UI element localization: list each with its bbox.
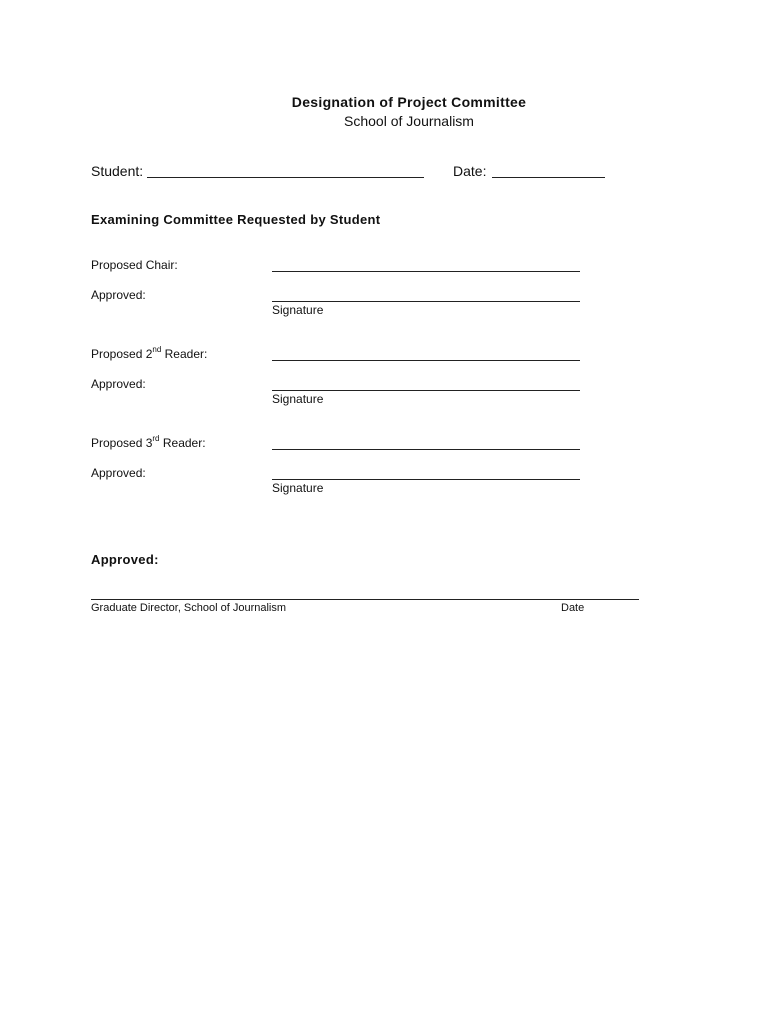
second-reader-signature-field[interactable] <box>272 390 580 391</box>
date-field[interactable] <box>492 177 605 178</box>
second-reader-signature-label: Signature <box>272 392 324 406</box>
section-heading: Examining Committee Requested by Student <box>91 212 381 227</box>
third-reader-approved-label: Approved: <box>91 466 146 480</box>
final-date-label: Date <box>561 602 585 614</box>
third-reader-signature-label: Signature <box>272 481 324 495</box>
chair-approved-label: Approved: <box>91 288 146 302</box>
proposed-chair-field[interactable] <box>272 271 580 272</box>
graduate-director-signature-field[interactable] <box>91 599 639 600</box>
student-field[interactable] <box>147 177 424 178</box>
second-reader-approved-label: Approved: <box>91 377 146 391</box>
graduate-director-label: Graduate Director, School of Journalism <box>91 602 287 614</box>
chair-signature-field[interactable] <box>272 301 580 302</box>
document-title: Designation of Project Committee <box>291 94 527 110</box>
proposed-second-reader-label: Proposed 2nd Reader: <box>91 345 208 361</box>
date-label: Date: <box>453 163 487 179</box>
chair-signature-label: Signature <box>272 303 324 317</box>
proposed-chair-label: Proposed Chair: <box>91 258 178 272</box>
final-approved-heading: Approved: <box>91 552 159 567</box>
student-label: Student: <box>91 163 144 179</box>
document-subtitle: School of Journalism <box>344 113 474 129</box>
proposed-third-reader-field[interactable] <box>272 449 580 450</box>
third-reader-signature-field[interactable] <box>272 479 580 480</box>
proposed-third-reader-label: Proposed 3rd Reader: <box>91 434 206 450</box>
proposed-second-reader-field[interactable] <box>272 360 580 361</box>
